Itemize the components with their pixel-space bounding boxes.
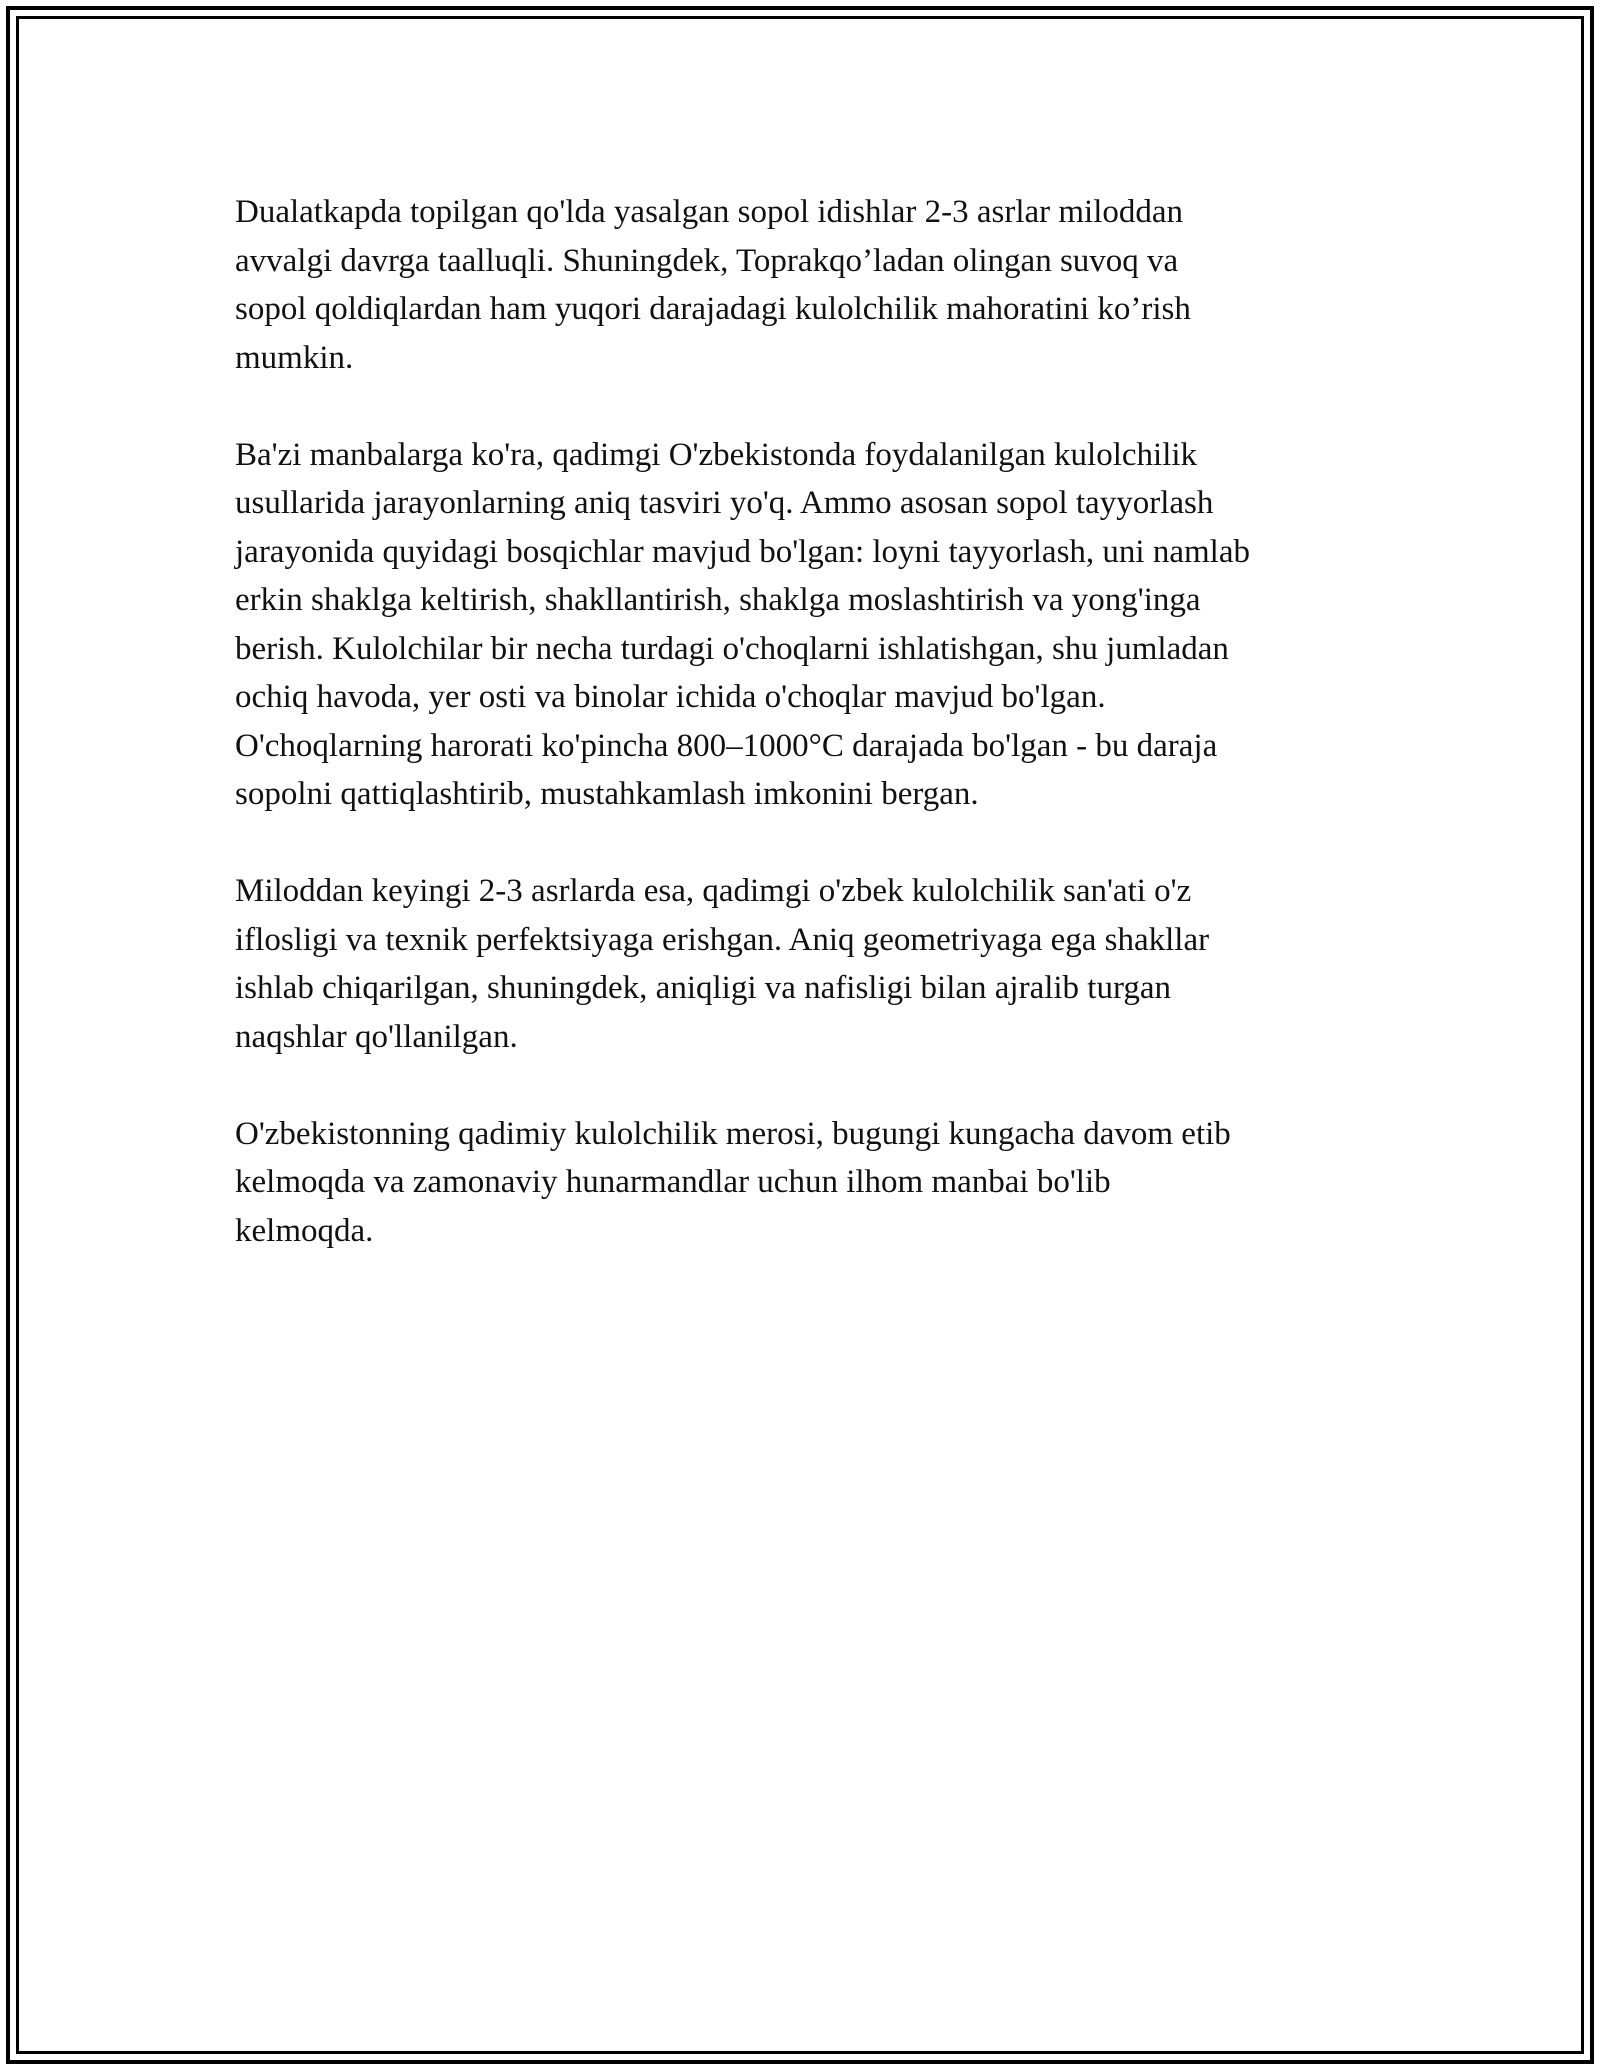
paragraph-1 (235, 188, 1375, 382)
text-line: kelmoqda. (235, 1212, 374, 1249)
text-line: usullarida jarayonlarning aniq tasviri yo'q. Ammo asosan sopol tayyorlash (235, 485, 1214, 521)
text-line: Miloddan keyingi 2-3 asrlarda esa, qadimgi o'zbek kulolchilik san'ati o'z (235, 873, 1192, 909)
text-line: ishlab chiqarilgan, shuningdek, aniqligi va nafisligi bilan ajralib turgan (235, 970, 1172, 1006)
text-line: naqshlar qo'llanilgan. (235, 1018, 518, 1055)
paragraph-3 (235, 867, 1375, 1061)
text-line: sopolni qattiqlashtirib, mustahkamlash imkonini bergan. (235, 776, 979, 812)
text-line: O'choqlarning harorati ko'pincha 800–1000°C darajada bo'lgan - bu daraja (235, 727, 1218, 764)
text-line: berish. Kulolchilar bir necha turdagi o'choqlarni ishlatishgan, shu jumladan (235, 630, 1229, 667)
text-line: iflosligi va texnik perfektsiyaga erishgan. Aniq geometriyaga ega shakllar (235, 921, 1210, 958)
text-line: sopol qoldiqlardan ham yuqori darajadagi kulolchilik mahoratini ko’rish (235, 291, 1191, 327)
text-line: mumkin. (235, 339, 354, 376)
text-line: O'zbekistonning qadimiy kulolchilik merosi, bugungi kungacha davom etib (235, 1115, 1231, 1152)
text-line: jarayonida quyidagi bosqichlar mavjud bo'lgan: loyni tayyorlash, uni namlab (235, 533, 1250, 570)
text-line: Dualatkapda topilgan qo'lda yasalgan sopol idishlar 2-3 asrlar miloddan (235, 194, 1184, 230)
paragraph-4 (235, 1110, 1375, 1256)
text-line: avvalgi davrga taalluqli. Shuningdek, Toprakqo’ladan olingan suvoq va (235, 242, 1179, 279)
document-body (235, 188, 1375, 1304)
paragraph-2 (235, 431, 1375, 819)
text-line: ochiq havoda, yer osti va binolar ichida o'choqlar mavjud bo'lgan. (235, 679, 1106, 715)
text-line: Ba'zi manbalarga ko'ra, qadimgi O'zbekistonda foydalanilgan kulolchilik (235, 436, 1198, 473)
text-line: erkin shaklga keltirish, shakllantirish, shaklga moslashtirish va yong'inga (235, 582, 1201, 618)
text-line: kelmoqda va zamonaviy hunarmandlar uchun ilhom manbai bo'lib (235, 1164, 1111, 1200)
